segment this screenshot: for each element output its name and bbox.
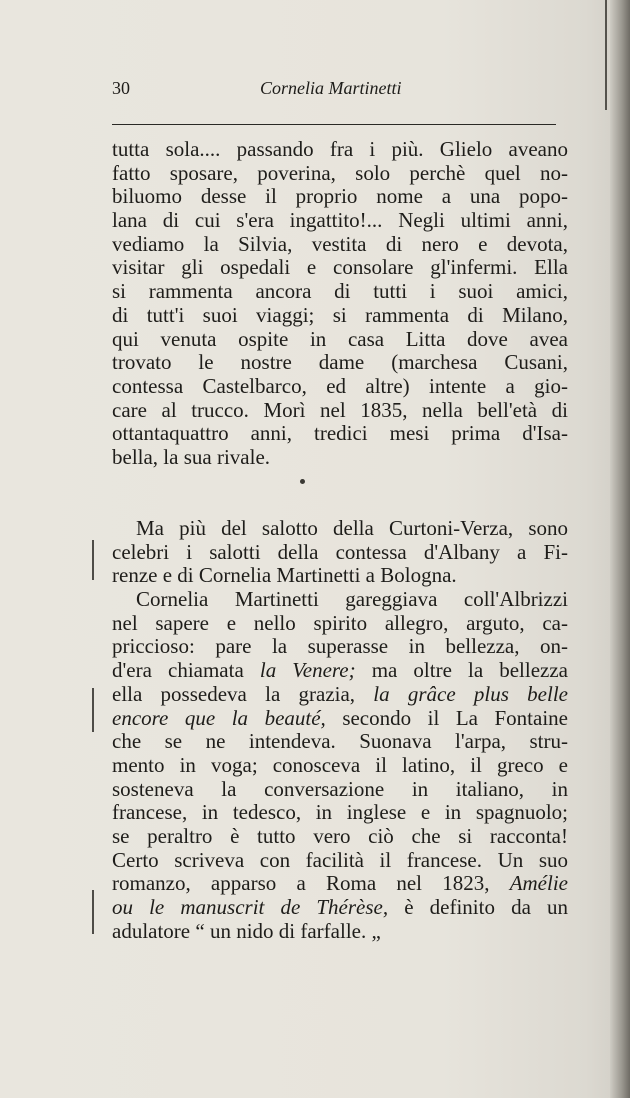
binding-edge [605,0,607,110]
text-line: visitar gli ospedali e consolare gl'infermi. Ella [112,256,568,280]
text-line [112,659,568,683]
text-line [112,683,568,707]
italic-run: ou le manuscrit de Thérèse, [112,896,389,919]
text-line: qui venuta ospite in casa Litta dove avea [112,327,568,351]
italic-run: la grâce plus belle [373,682,568,706]
text-run: ella possedeva la grazia, [112,682,374,706]
text-line: renze e di Cornelia Martinetti a Bologna. [112,564,457,588]
book-spine-shadow [610,0,630,1098]
text-line: che se ne intendeva. Suonava l'arpa, stru- [112,730,568,754]
text-line: lana di cui s'era ingattito!... Negli ultimi anni, [112,209,568,233]
text-run: è definito da un [388,896,568,919]
page-header [112,78,556,108]
paragraph-3 [112,588,568,943]
text-line: vediamo la Silvia, vestita di nero e devota, [112,232,568,256]
running-title: Cornelia Martinetti [260,78,402,98]
text-line: nel sapere e nello spirito allegro, arguto, ca- [112,611,568,635]
text-line: se peraltro è tutto vero ciò che si racconta! [112,824,568,848]
text-line: care al trucco. Morì nel 1835, nella bell'età di [112,398,568,422]
text-run: secondo il La Fontaine [325,706,568,730]
paragraph-2 [112,517,568,588]
text-line: Ma più del salotto della Curtoni-Verza, sono [136,517,568,540]
header-rule [112,124,556,125]
pencil-mark [92,890,94,934]
text-line: ottantaquattro anni, tredici mesi prima d'Isa- [112,422,568,446]
text-run: ma oltre la bellezza [355,659,568,683]
body-text [112,138,568,943]
text-line: priccioso: pare la superasse in bellezza, on- [112,635,568,659]
text-line: celebri i salotti della contessa d'Albany a Fi- [112,540,568,564]
italic-run: encore que la beauté, [112,706,326,730]
text-line: Certo scriveva con facilità il francese. Un suo [112,848,568,872]
text-line: Cornelia Martinetti gareggiava coll'Albrizzi [136,588,568,612]
text-line [112,707,568,731]
text-run: romanzo, apparso a Roma nel 1823, [112,872,510,896]
italic-run: Amélie [509,872,568,896]
text-line: francese, in tedesco, in inglese e in spagnuolo; [112,801,568,825]
break-dot [300,479,305,484]
text-line: adulatore “ un nido di farfalle. „ [112,919,381,943]
page-number: 30 [112,78,130,98]
pencil-mark [92,540,94,580]
text-line: fatto sposare, poverina, solo perchè quel no- [112,161,568,185]
spacer [112,493,568,517]
section-break [112,470,568,494]
pencil-mark [92,688,94,732]
text-line [112,896,568,920]
text-line: trovato le nostre dame (marchesa Cusani, [112,351,568,375]
text-line: si rammenta ancora di tutti i suoi amici, [112,280,568,304]
text-line: contessa Castelbarco, ed altre) intente a gio- [112,374,568,398]
text-line: mento in voga; conosceva il latino, il greco e [112,753,568,777]
text-run: d'era chiamata [112,659,260,683]
italic-run: la Venere; [259,659,356,683]
text-line [112,872,568,896]
text-line: tutta sola.... passando fra i più. Glielo aveano [112,138,568,161]
text-line: biluomo desse il proprio nome a una popo- [112,185,568,209]
text-line: sosteneva la conversazione in italiano, in [112,777,568,801]
text-line: di tutt'i suoi viaggi; si rammenta di Milano, [112,303,568,327]
text-line: bella, la sua rivale. [112,445,271,469]
paragraph-1 [112,138,568,470]
